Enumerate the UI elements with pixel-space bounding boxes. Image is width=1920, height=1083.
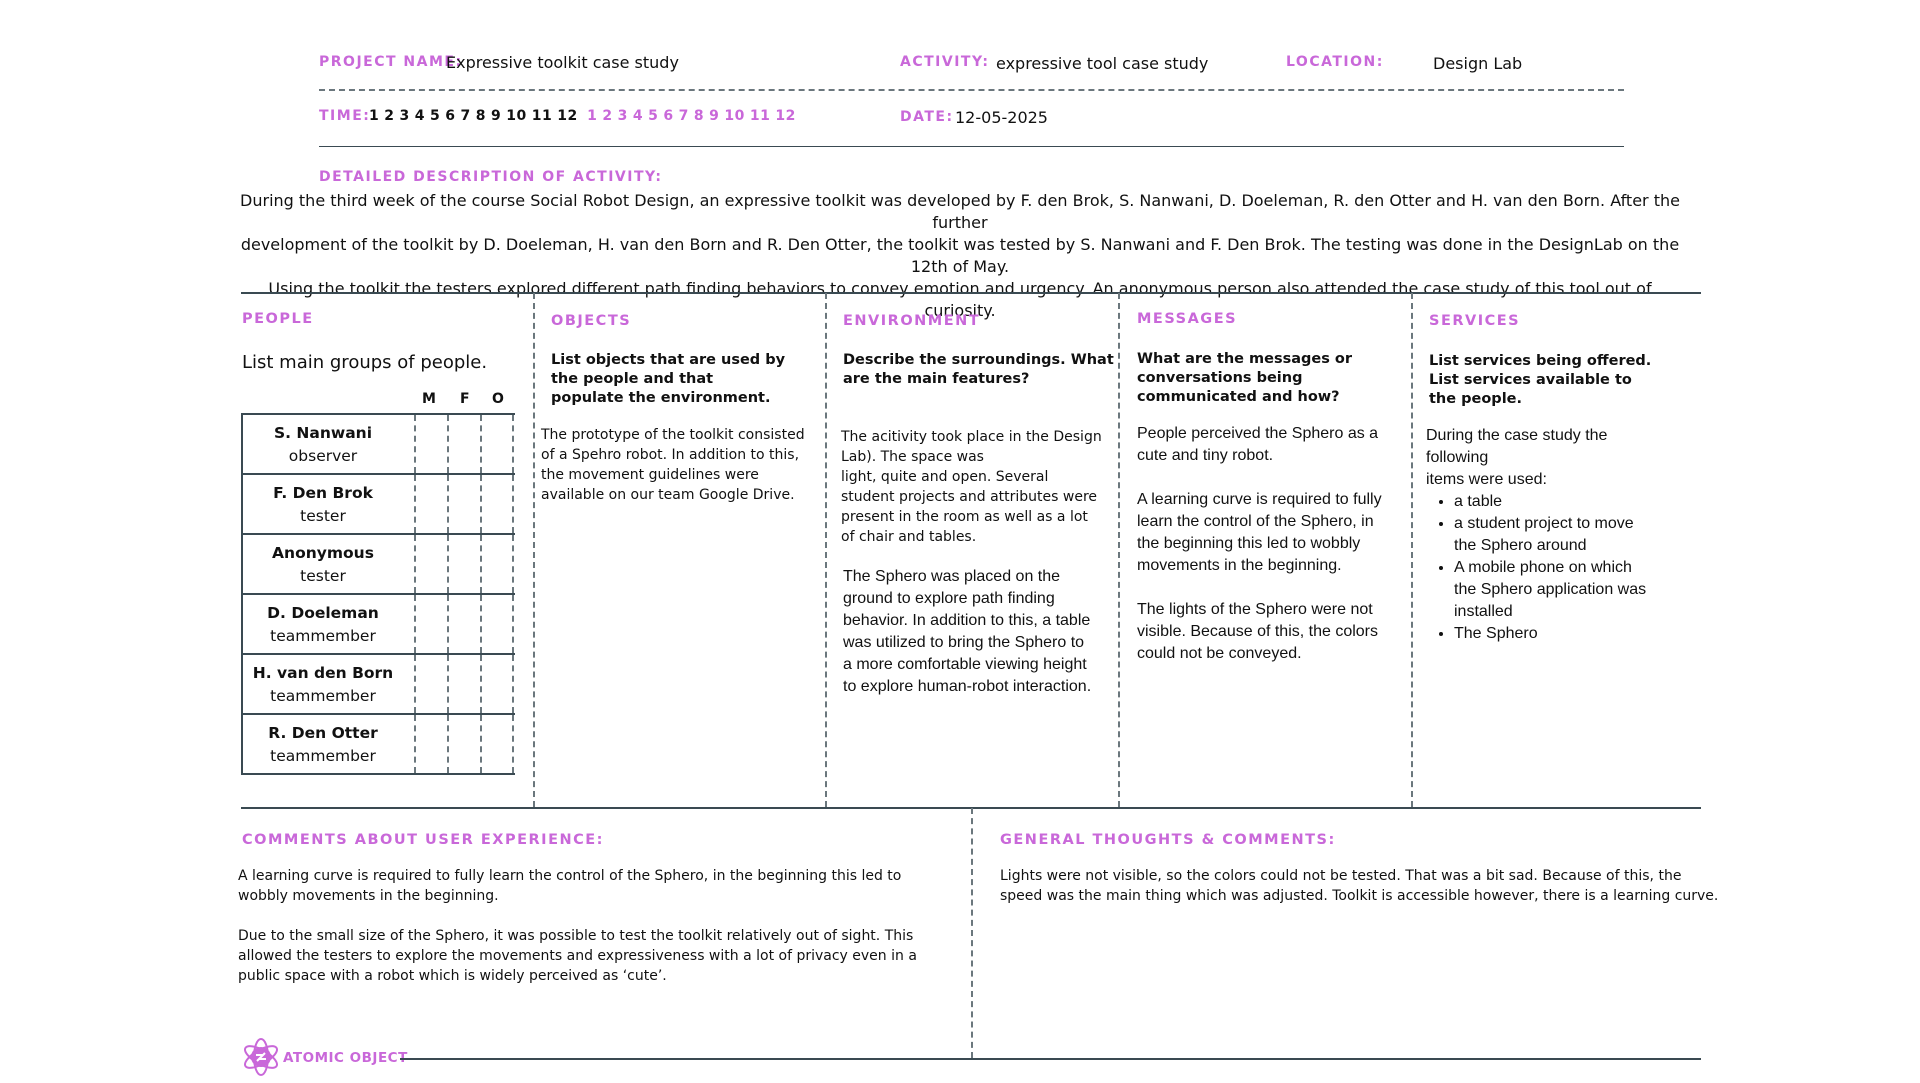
services-question xyxy=(1429,352,1651,409)
services-intro-line: During the case study the following xyxy=(1426,427,1608,466)
time-number: 12 xyxy=(557,108,578,124)
services-question-line: the people. xyxy=(1429,391,1523,407)
objects-answer xyxy=(541,425,805,505)
activity-label: ACTIVITY: xyxy=(900,54,990,70)
services-answer xyxy=(1426,425,1656,645)
objects-question-line: the people and that xyxy=(551,371,714,387)
column-m-label: M xyxy=(422,391,436,407)
person-role: tester xyxy=(300,507,346,525)
date-label: DATE: xyxy=(900,109,954,125)
time-number: 2 xyxy=(602,108,613,124)
column-divider xyxy=(1118,293,1120,807)
person-name: R. Den Otter xyxy=(268,724,378,742)
general-comment-line: Lights were not visible, so the colors could not be tested. That was a bit sad. Because of this, the xyxy=(1000,868,1682,884)
time-label: TIME: xyxy=(319,108,371,124)
person-name: Anonymous xyxy=(272,544,374,562)
environment-answer-line: a more comfortable viewing height xyxy=(843,656,1087,673)
person-role: teammember xyxy=(270,627,376,645)
environment-answer-line: present in the room as well as a lot xyxy=(841,509,1088,525)
people-row xyxy=(243,535,515,595)
environment-answer-2 xyxy=(843,566,1091,698)
time-number: 11 xyxy=(531,108,553,124)
objects-answer-line: of a Spehro robot. In addition to this, xyxy=(541,447,800,463)
messages-question-line: conversations being xyxy=(1137,370,1303,386)
objects-question xyxy=(551,351,785,408)
time-number: 6 xyxy=(445,108,456,124)
time-number: 8 xyxy=(693,108,705,124)
time-number: 11 xyxy=(749,108,771,124)
location-label: LOCATION: xyxy=(1286,54,1384,70)
person-role: tester xyxy=(300,567,346,585)
time-number: 8 xyxy=(475,108,486,124)
services-intro-line: items were used: xyxy=(1426,471,1547,488)
services-question-line: List services available to xyxy=(1429,372,1632,388)
environment-answer-line: to explore human-robot interaction. xyxy=(843,678,1092,695)
services-list-item: • The Sphero xyxy=(1454,623,1656,645)
description-line: During the third week of the course Social Robot Design, an expressive toolkit was developed by F. den Brok, S. Nanwani, D. Doeleman, R. den Otter and H. van den Born. After the further xyxy=(240,191,1680,232)
objects-question-line: populate the environment. xyxy=(551,390,771,406)
environment-answer-line: The Sphero was placed on the xyxy=(843,568,1061,585)
environment-answer-line: student projects and attributes were xyxy=(841,489,1098,505)
footer-rule xyxy=(400,1058,1701,1060)
people-title: PEOPLE xyxy=(242,311,314,327)
column-divider xyxy=(533,293,535,807)
project-name-label: PROJECT NAME: xyxy=(319,54,463,70)
time-number: 5 xyxy=(430,108,441,124)
environment-answer-line: light, quite and open. Several xyxy=(841,469,1049,485)
people-row xyxy=(243,595,515,655)
services-list-item: • a table xyxy=(1454,491,1656,513)
messages-answer-line: learn the control of the Sphero, in xyxy=(1137,513,1374,530)
messages-question-line: What are the messages or xyxy=(1137,351,1353,367)
people-row xyxy=(243,655,515,715)
messages-answer-line: The lights of the Sphero were not xyxy=(1137,601,1373,618)
ux-comments-text xyxy=(238,866,917,986)
messages-question-line: communicated and how? xyxy=(1137,389,1340,405)
time-number: 9 xyxy=(709,108,720,124)
column-divider xyxy=(825,293,827,807)
environment-answer-line: was utilized to bring the Sphero to xyxy=(843,634,1085,651)
ux-comments-title: COMMENTS ABOUT USER EXPERIENCE: xyxy=(242,832,604,848)
person-name: H. van den Born xyxy=(252,664,394,682)
messages-answer-line: the beginning this led to wobbly xyxy=(1137,535,1361,552)
time-number: 9 xyxy=(491,108,502,124)
time-number: 5 xyxy=(648,108,659,124)
general-comments-text xyxy=(1000,866,1718,906)
general-comments-title: GENERAL THOUGHTS & COMMENTS: xyxy=(1000,832,1336,848)
ux-comment-line: wobbly movements in the beginning. xyxy=(238,888,499,904)
person-role: teammember xyxy=(270,687,376,705)
environment-question xyxy=(843,351,1114,389)
ux-comment-line: allowed the testers to explore the movements and expressiveness with a lot of privacy even in a xyxy=(238,948,917,964)
environment-answer-line: ground to explore path finding xyxy=(843,590,1055,607)
time-number: 3 xyxy=(399,108,410,124)
person-name: F. Den Brok xyxy=(273,484,373,502)
objects-title: OBJECTS xyxy=(551,313,632,329)
time-number: 2 xyxy=(384,108,395,124)
objects-question-line: List objects that are used by xyxy=(551,352,786,368)
services-list-item: • A mobile phone on which the Sphero application was installed xyxy=(1454,557,1656,623)
grid-top-rule xyxy=(241,292,1701,294)
messages-answer-line: visible. Because of this, the colors xyxy=(1137,623,1379,640)
messages-title: MESSAGES xyxy=(1137,311,1238,327)
messages-answer-line: A learning curve is required to fully xyxy=(1137,491,1382,508)
time-number: 7 xyxy=(460,108,471,124)
column-f-label: F xyxy=(460,391,470,407)
services-list xyxy=(1426,491,1656,645)
environment-answer-line: of chair and tables. xyxy=(841,529,977,545)
environment-question-line: Describe the surroundings. What xyxy=(843,352,1114,368)
atom-logo-icon xyxy=(240,1036,282,1078)
services-question-line: List services being offered. xyxy=(1429,353,1652,369)
environment-answer-line: Lab). The space was xyxy=(841,449,984,465)
person-role: teammember xyxy=(270,747,376,765)
time-scale xyxy=(369,107,801,125)
person-role: observer xyxy=(288,447,358,465)
person-name: S. Nanwani xyxy=(273,424,373,442)
header-divider-dashed xyxy=(319,89,1624,91)
location-value: Design Lab xyxy=(1433,54,1523,73)
time-number: 10 xyxy=(506,108,527,124)
messages-answer-line: People perceived the Sphero as a xyxy=(1137,425,1379,442)
description-line: Using the toolkit the testers explored different path finding behaviors to convey emotion and urgency. An anonymous person also attended the case study of this tool out of curiosity. xyxy=(268,279,1652,320)
ux-comment-line: Due to the small size of the Sphero, it was possible to test the toolkit relatively out of sight. This xyxy=(238,928,914,944)
people-table xyxy=(241,413,515,775)
messages-answer-line: could not be conveyed. xyxy=(1137,645,1302,662)
time-number: 3 xyxy=(617,108,628,124)
person-name: D. Doeleman xyxy=(267,604,379,622)
description-line: development of the toolkit by D. Doeleman, H. van den Born and R. Den Otter, the toolkit was tested by S. Nanwani and F. Den Brok. The testing was done in the DesignLab on the 12th of May. xyxy=(240,235,1680,276)
environment-answer-1 xyxy=(841,427,1102,547)
messages-question xyxy=(1137,350,1352,407)
time-number: 1 xyxy=(369,108,380,124)
header-divider-solid xyxy=(319,146,1624,147)
objects-answer-line: the movement guidelines were xyxy=(541,467,759,483)
date-value: 12-05-2025 xyxy=(955,108,1048,127)
people-row xyxy=(243,475,515,535)
services-list-item: • a student project to move the Sphero around xyxy=(1454,513,1656,557)
environment-answer-line: behavior. In addition to this, a table xyxy=(843,612,1091,629)
messages-answer-line: cute and tiny robot. xyxy=(1137,447,1274,464)
project-name-value: Expressive toolkit case study xyxy=(446,53,679,72)
people-prompt: List main groups of people. xyxy=(242,352,488,373)
messages-answer xyxy=(1137,423,1382,665)
environment-title: ENVIRONMENT xyxy=(843,313,981,329)
objects-answer-line: The prototype of the toolkit consisted xyxy=(541,427,805,443)
messages-answer-line: movements in the beginning. xyxy=(1137,557,1342,574)
objects-answer-line: available on our team Google Drive. xyxy=(541,487,795,503)
comments-divider xyxy=(971,808,973,1058)
time-number: 7 xyxy=(678,108,689,124)
environment-question-line: are the main features? xyxy=(843,371,1030,387)
column-divider xyxy=(1411,293,1413,807)
activity-value: expressive tool case study xyxy=(996,54,1209,73)
ux-comment-line: A learning curve is required to fully learn the control of the Sphero, in the beginning this led to xyxy=(238,868,902,884)
ux-comment-line: public space with a robot which is widely perceived as ‘cute’. xyxy=(238,968,667,984)
time-number: 10 xyxy=(724,108,745,124)
time-number: 1 xyxy=(587,108,598,124)
brand-name: ATOMIC OBJECT xyxy=(283,1050,408,1066)
time-number: 4 xyxy=(632,108,644,124)
column-o-label: O xyxy=(492,391,504,407)
description-label: DETAILED DESCRIPTION OF ACTIVITY: xyxy=(319,169,663,185)
services-title: SERVICES xyxy=(1429,313,1521,329)
people-row xyxy=(243,415,515,475)
description-text xyxy=(240,190,1680,322)
people-row xyxy=(243,715,515,775)
time-number: 6 xyxy=(663,108,674,124)
general-comment-line: speed was the main thing which was adjusted. Toolkit is accessible however, there is a learning curve. xyxy=(1000,888,1719,904)
time-number: 4 xyxy=(414,108,425,124)
environment-answer-line: The acitivity took place in the Design xyxy=(841,429,1102,445)
time-number: 12 xyxy=(775,108,796,124)
